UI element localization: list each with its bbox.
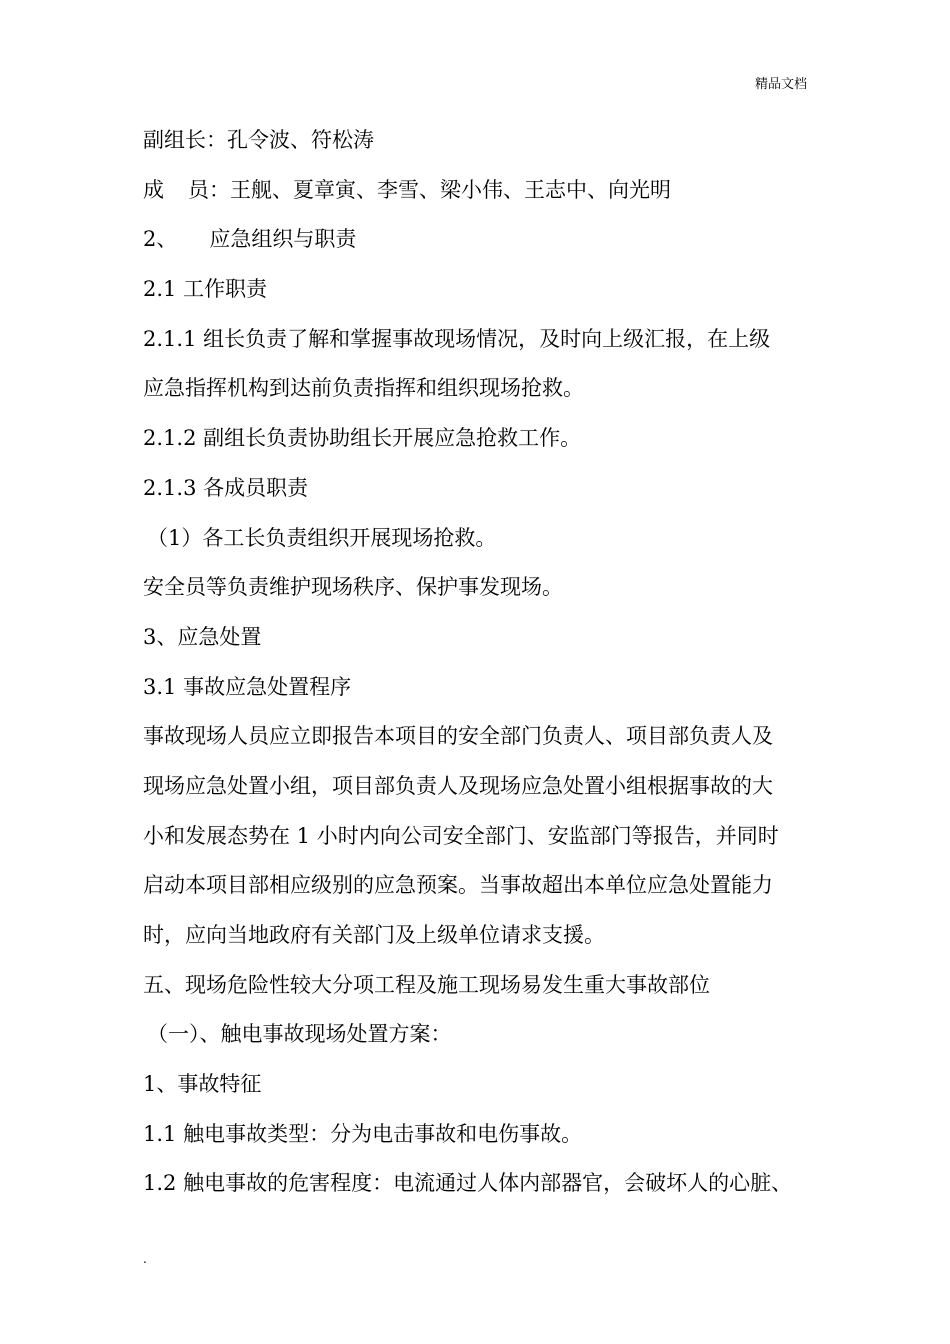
members-prefix-b: 员：	[188, 177, 230, 202]
procedure-line-4: 启动本项目部相应级别的应急预案。当事故超出本单位应急处置能力	[143, 873, 773, 898]
paragraph-2-1-1-line-1: 2.1.1 组长负责了解和掌握事故现场情况，及时向上级汇报，在上级	[143, 326, 771, 351]
item-1-1: 1.1 触电事故类型：分为电击事故和电伤事故。	[143, 1121, 583, 1146]
section-five-heading: 五、现场危险性较大分项工程及施工现场易发生重大事故部位	[143, 972, 710, 997]
deputy-leader-line: 副组长：孔令波、符松涛	[143, 128, 374, 152]
section-3-1-heading: 3.1 事故应急处置程序	[143, 674, 352, 699]
procedure-line-5: 时，应向当地政府有关部门及上级单位请求支援。	[143, 923, 605, 947]
members-line	[143, 166, 813, 216]
item-1-2: 1.2 触电事故的危害程度：电流通过人体内部器官，会破坏人的心脏、	[143, 1171, 793, 1196]
paragraph-2-1-2: 2.1.2 副组长负责协助组长开展应急抢救工作。	[143, 426, 582, 451]
section-3-heading: 3、应急处置	[143, 624, 262, 649]
section-2-title: 应急组织与职责	[209, 227, 357, 252]
procedure-line-3: 小和发展态势在 1 小时内向公司安全部门、安监部门等报告，并同时	[143, 823, 779, 848]
section-2-heading	[143, 215, 813, 265]
item-1: （1）各工长负责组织开展现场抢救。	[147, 525, 497, 550]
safety-officer-line: 安全员等负责维护现场秩序、保护事发现场。	[143, 575, 563, 600]
section-2-1-3-heading: 2.1.3 各成员职责	[143, 475, 309, 500]
footer-mark: .	[143, 1252, 147, 1266]
paragraph-2-1-1-line-2: 应急指挥机构到达前负责指挥和组织现场抢救。	[143, 376, 584, 401]
section-2-number: 2、	[143, 227, 178, 252]
section-2-1-heading: 2.1 工作职责	[143, 277, 268, 302]
document-body	[143, 116, 813, 1209]
members-prefix-a: 成	[143, 177, 164, 202]
accident-features-heading: 1、事故特征	[143, 1072, 262, 1097]
procedure-line-2: 现场应急处置小组，项目部负责人及现场应急处置小组根据事故的大	[143, 773, 773, 798]
procedure-line-1: 事故现场人员应立即报告本项目的安全部门负责人、项目部负责人及	[143, 724, 773, 749]
page-header-label: 精品文档	[754, 77, 807, 92]
subsection-one-heading: （一）、触电事故现场处置方案：	[147, 1022, 452, 1047]
members-names: 王舰、夏章寅、李雪、梁小伟、王志中、向光明	[230, 177, 671, 202]
